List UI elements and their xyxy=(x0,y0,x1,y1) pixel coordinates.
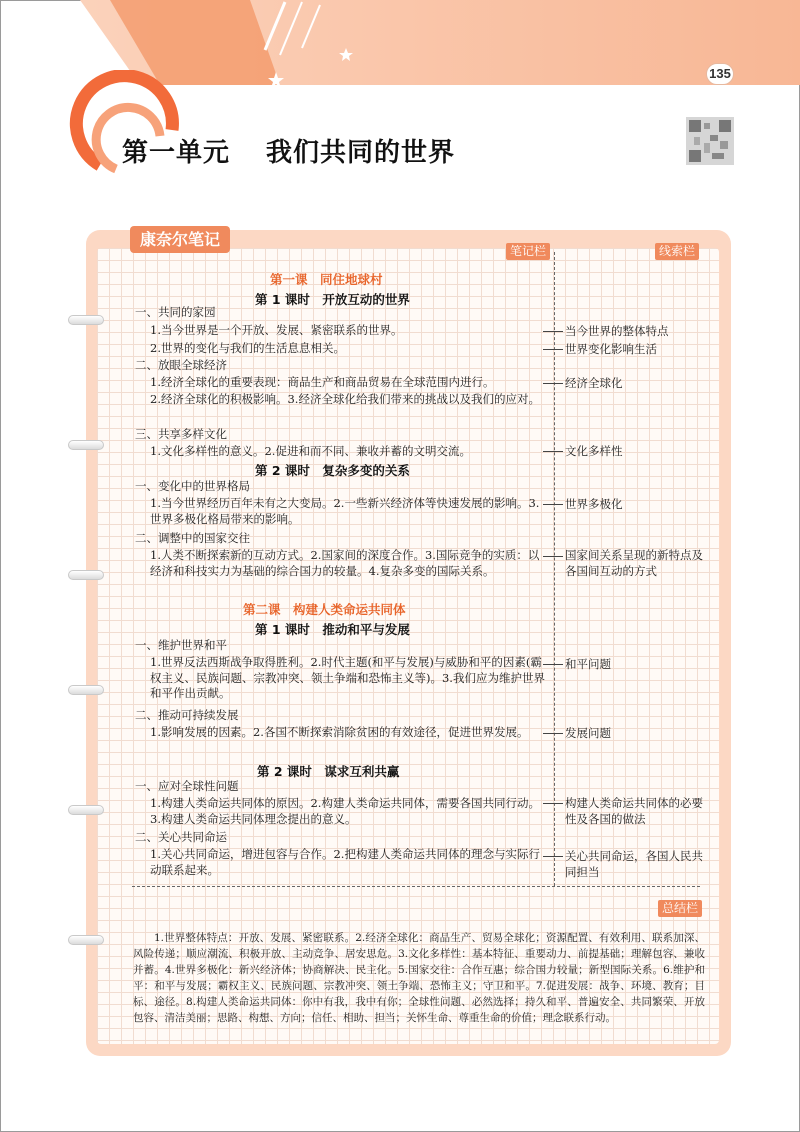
binder-ring xyxy=(68,685,104,695)
note-item: 2.世界的变化与我们的生活息息相关。 xyxy=(150,341,345,355)
binder-ring xyxy=(68,935,104,945)
note-heading: 二、关心共同命运 xyxy=(135,830,227,844)
binder-ring xyxy=(68,805,104,815)
cue-item: 国家间关系呈现的新特点及各国间互动的方式 xyxy=(565,548,703,578)
summary-text: 1.世界整体特点：开放、发展、紧密联系。2.经济全球化：商品生产、贸易全球化；资源配置、有效利用、联系加深、风险传递；顺应潮流、积极开放、主动竞争、居安思危。3.文化多样性：基本特征、重要动力、前提基础；理解包容、兼收并蓄。4.世界多极化：新兴经济体；协商解决、民主化。5.国家交往：合作互惠；综合国力较量；新型国际关系。6.维护和平：和平与发展；霸权主义、民族问题、宗教冲突、领土争端、恐怖主义；守卫和平。7.促进发展：战争、环境、教育；目标、途径。8.构建人类命运共同体：你中有我，我中有你；全球性问题、必然选择；持久和平、普遍安全、共同繁荣、开放包容、清洁美丽；思路、构想、方向；信任、相助、担当；关怀生命、尊重生命的价值；理念联系行动。 xyxy=(133,932,705,1024)
qr-code[interactable] xyxy=(686,117,734,165)
note-item: 1.当今世界经历百年未有之大变局。2.一些新兴经济体等快速发展的影响。3.世界多极化格局带来的影响。 xyxy=(150,496,540,526)
cue-connector xyxy=(543,803,563,804)
note-item: 1.经济全球化的重要表现：商品生产和商品贸易在全球范围内进行。 xyxy=(150,375,495,389)
binder-ring xyxy=(68,570,104,580)
note-heading: 一、变化中的世界格局 xyxy=(135,479,250,493)
binder-ring xyxy=(68,440,104,450)
unit-name: 我们共同的世界 xyxy=(266,138,456,168)
cue-connector xyxy=(543,349,563,350)
cue-item: 当今世界的整体特点 xyxy=(565,324,669,338)
header-banner xyxy=(80,0,800,85)
notes-column-tag: 笔记栏 xyxy=(506,243,550,260)
cue-connector xyxy=(543,383,563,384)
cue-connector xyxy=(543,856,563,857)
cue-item: 经济全球化 xyxy=(565,376,623,390)
note-item: 2.经济全球化的积极影响。3.经济全球化给我们带来的挑战以及我们的应对。 xyxy=(150,392,540,406)
cue-item: 世界变化影响生活 xyxy=(565,342,657,356)
note-heading: 三、共享多样文化 xyxy=(135,427,227,441)
note-heading: 二、推动可持续发展 xyxy=(135,708,239,722)
page-number: 135 xyxy=(706,63,734,85)
cornell-notes-tab: 康奈尔笔记 xyxy=(130,226,230,253)
period-title: 第 2 课时 谋求互利共赢 xyxy=(257,764,400,779)
cue-connector xyxy=(543,504,563,505)
cue-connector xyxy=(543,664,563,665)
cue-connector xyxy=(543,331,563,332)
summary-divider xyxy=(132,886,700,887)
note-heading: 二、调整中的国家交往 xyxy=(135,531,250,545)
cue-connector xyxy=(543,556,563,557)
period-title: 第 1 课时 推动和平与发展 xyxy=(255,622,410,637)
notes-cues-divider xyxy=(554,252,555,886)
cue-item: 构建人类命运共同体的必要性及各国的做法 xyxy=(565,796,703,826)
cue-item: 世界多极化 xyxy=(565,497,623,511)
cue-connector xyxy=(543,451,563,452)
note-item: 1.构建人类命运共同体的原因。2.构建人类命运共同体，需要各国共同行动。3.构建人类命运共同体理念提出的意义。 xyxy=(150,796,540,826)
cue-item: 和平问题 xyxy=(565,657,611,671)
note-item: 1.人类不断探索新的互动方式。2.国家间的深度合作。3.国际竞争的实质：以经济和科技实力为基础的综合国力的较量。4.复杂多变的国际关系。 xyxy=(150,548,540,578)
cues-column-tag: 线索栏 xyxy=(655,243,699,260)
binder-ring xyxy=(68,315,104,325)
note-heading: 二、放眼全球经济 xyxy=(135,358,227,372)
note-item: 1.文化多样性的意义。2.促进和而不同、兼收并蓄的文明交流。 xyxy=(150,444,471,458)
unit-title xyxy=(122,132,455,169)
lesson-title: 第一课 同住地球村 xyxy=(270,272,383,287)
note-heading: 一、维护世界和平 xyxy=(135,638,227,652)
cue-connector xyxy=(543,733,563,734)
unit-label: 第一单元 xyxy=(122,138,231,168)
cue-item: 文化多样性 xyxy=(565,444,623,458)
cue-item: 关心共同命运，各国人民共同担当 xyxy=(565,849,703,879)
note-item: 1.影响发展的因素。2.各国不断探索消除贫困的有效途径，促进世界发展。 xyxy=(150,725,529,739)
note-item: 1.当今世界是一个开放、发展、紧密联系的世界。 xyxy=(150,323,403,337)
period-title: 第 1 课时 开放互动的世界 xyxy=(255,292,410,307)
note-item: 1.关心共同命运，增进包容与合作。2.把构建人类命运共同体的理念与实际行动联系起来。 xyxy=(150,847,540,877)
cue-item: 发展问题 xyxy=(565,726,611,740)
unit-ring-decoration xyxy=(60,70,180,190)
note-heading: 一、共同的家园 xyxy=(135,305,216,319)
lesson-title: 第二课 构建人类命运共同体 xyxy=(243,602,406,617)
note-item: 1.世界反法西斯战争取得胜利。2.时代主题(和平与发展)与威胁和平的因素(霸权主义、民族问题、宗教冲突、领土争端和恐怖主义等)。3.我们应为维护世界和平作出贡献。 xyxy=(150,655,545,700)
note-heading: 一、应对全球性问题 xyxy=(135,779,239,793)
period-title: 第 2 课时 复杂多变的关系 xyxy=(255,463,410,478)
summary-column-tag: 总结栏 xyxy=(658,900,702,917)
